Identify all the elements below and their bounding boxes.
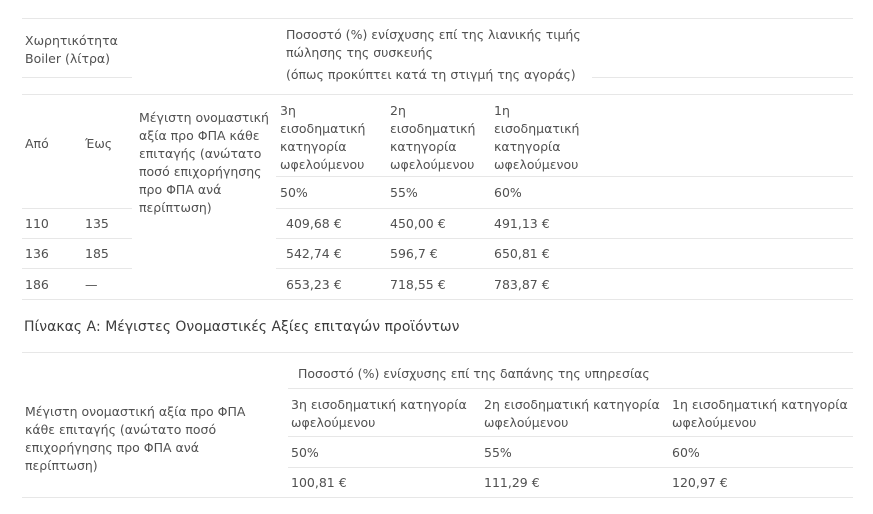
category-header: 1η εισοδηματική κατηγορία ωφελούμενου bbox=[494, 103, 580, 172]
value-cell: 542,74 € bbox=[286, 246, 342, 261]
value-cell: 120,97 € bbox=[672, 475, 728, 490]
divider bbox=[276, 176, 853, 177]
divider bbox=[22, 352, 853, 353]
category-header: 1η εισοδηματική κατηγορία ωφελούμενου bbox=[672, 397, 848, 430]
value-cell: 783,87 € bbox=[494, 277, 550, 292]
percent-cell: 60% bbox=[494, 185, 522, 200]
from-cell: 186 bbox=[25, 277, 49, 292]
support-header: Ποσοστό (%) ενίσχυσης επί της δαπάνης της υπηρεσίας bbox=[298, 366, 650, 381]
value-cell: 596,7 € bbox=[390, 246, 438, 261]
to-cell: 185 bbox=[85, 246, 109, 261]
value-cell: 650,81 € bbox=[494, 246, 550, 261]
max-value-header: Μέγιστη ονομαστική αξία προ ΦΠΑ κάθε επιταγής (ανώτατο ποσό επιχορήγησης προ ΦΠΑ ανά περίπτωση) bbox=[25, 404, 246, 473]
to-cell: 135 bbox=[85, 216, 109, 231]
max-value-header: Μέγιστη ονομαστική αξία προ ΦΠΑ κάθε επιταγής (ανώτατο ποσό επιχορήγησης προ ΦΠΑ ανά περίπτωση) bbox=[139, 110, 269, 215]
col-to-header: Έως bbox=[85, 136, 113, 151]
category-header: 3η εισοδηματική κατηγορία ωφελούμενου bbox=[280, 103, 366, 172]
percent-cell: 55% bbox=[484, 445, 512, 460]
value-cell: 100,81 € bbox=[291, 475, 347, 490]
capacity-header: Χωρητικότητα Boiler (λίτρα) bbox=[25, 33, 118, 66]
divider bbox=[22, 77, 132, 78]
value-cell: 718,55 € bbox=[390, 277, 446, 292]
percent-cell: 55% bbox=[390, 185, 418, 200]
divider bbox=[22, 299, 853, 300]
support-header-note: (όπως προκύπτει κατά τη στιγμή της αγοράς) bbox=[286, 67, 576, 82]
divider bbox=[288, 388, 853, 389]
percent-cell: 50% bbox=[291, 445, 319, 460]
divider bbox=[22, 268, 132, 269]
divider bbox=[276, 238, 853, 239]
value-cell: 450,00 € bbox=[390, 216, 446, 231]
divider bbox=[22, 18, 853, 19]
support-header: Ποσοστό (%) ενίσχυσης επί της λιανικής τιμής πώλησης της συσκευής bbox=[286, 27, 581, 60]
divider bbox=[288, 436, 853, 437]
divider bbox=[592, 77, 853, 78]
table-a-caption: Πίνακας Α: Μέγιστες Ονομαστικές Αξίες επιταγών προϊόντων bbox=[24, 319, 460, 335]
divider bbox=[22, 94, 853, 95]
value-cell: 491,13 € bbox=[494, 216, 550, 231]
divider bbox=[276, 208, 853, 209]
from-cell: 110 bbox=[25, 216, 49, 231]
divider bbox=[276, 268, 853, 269]
col-from-header: Από bbox=[25, 136, 49, 151]
category-header: 2η εισοδηματική κατηγορία ωφελούμενου bbox=[390, 103, 476, 172]
divider bbox=[22, 208, 132, 209]
percent-cell: 60% bbox=[672, 445, 700, 460]
from-cell: 136 bbox=[25, 246, 49, 261]
percent-cell: 50% bbox=[280, 185, 308, 200]
to-cell: — bbox=[85, 277, 98, 292]
divider bbox=[288, 467, 853, 468]
category-header: 3η εισοδηματική κατηγορία ωφελούμενου bbox=[291, 397, 467, 430]
divider bbox=[22, 497, 853, 498]
value-cell: 653,23 € bbox=[286, 277, 342, 292]
category-header: 2η εισοδηματική κατηγορία ωφελούμενου bbox=[484, 397, 660, 430]
value-cell: 111,29 € bbox=[484, 475, 540, 490]
divider bbox=[22, 238, 132, 239]
value-cell: 409,68 € bbox=[286, 216, 342, 231]
